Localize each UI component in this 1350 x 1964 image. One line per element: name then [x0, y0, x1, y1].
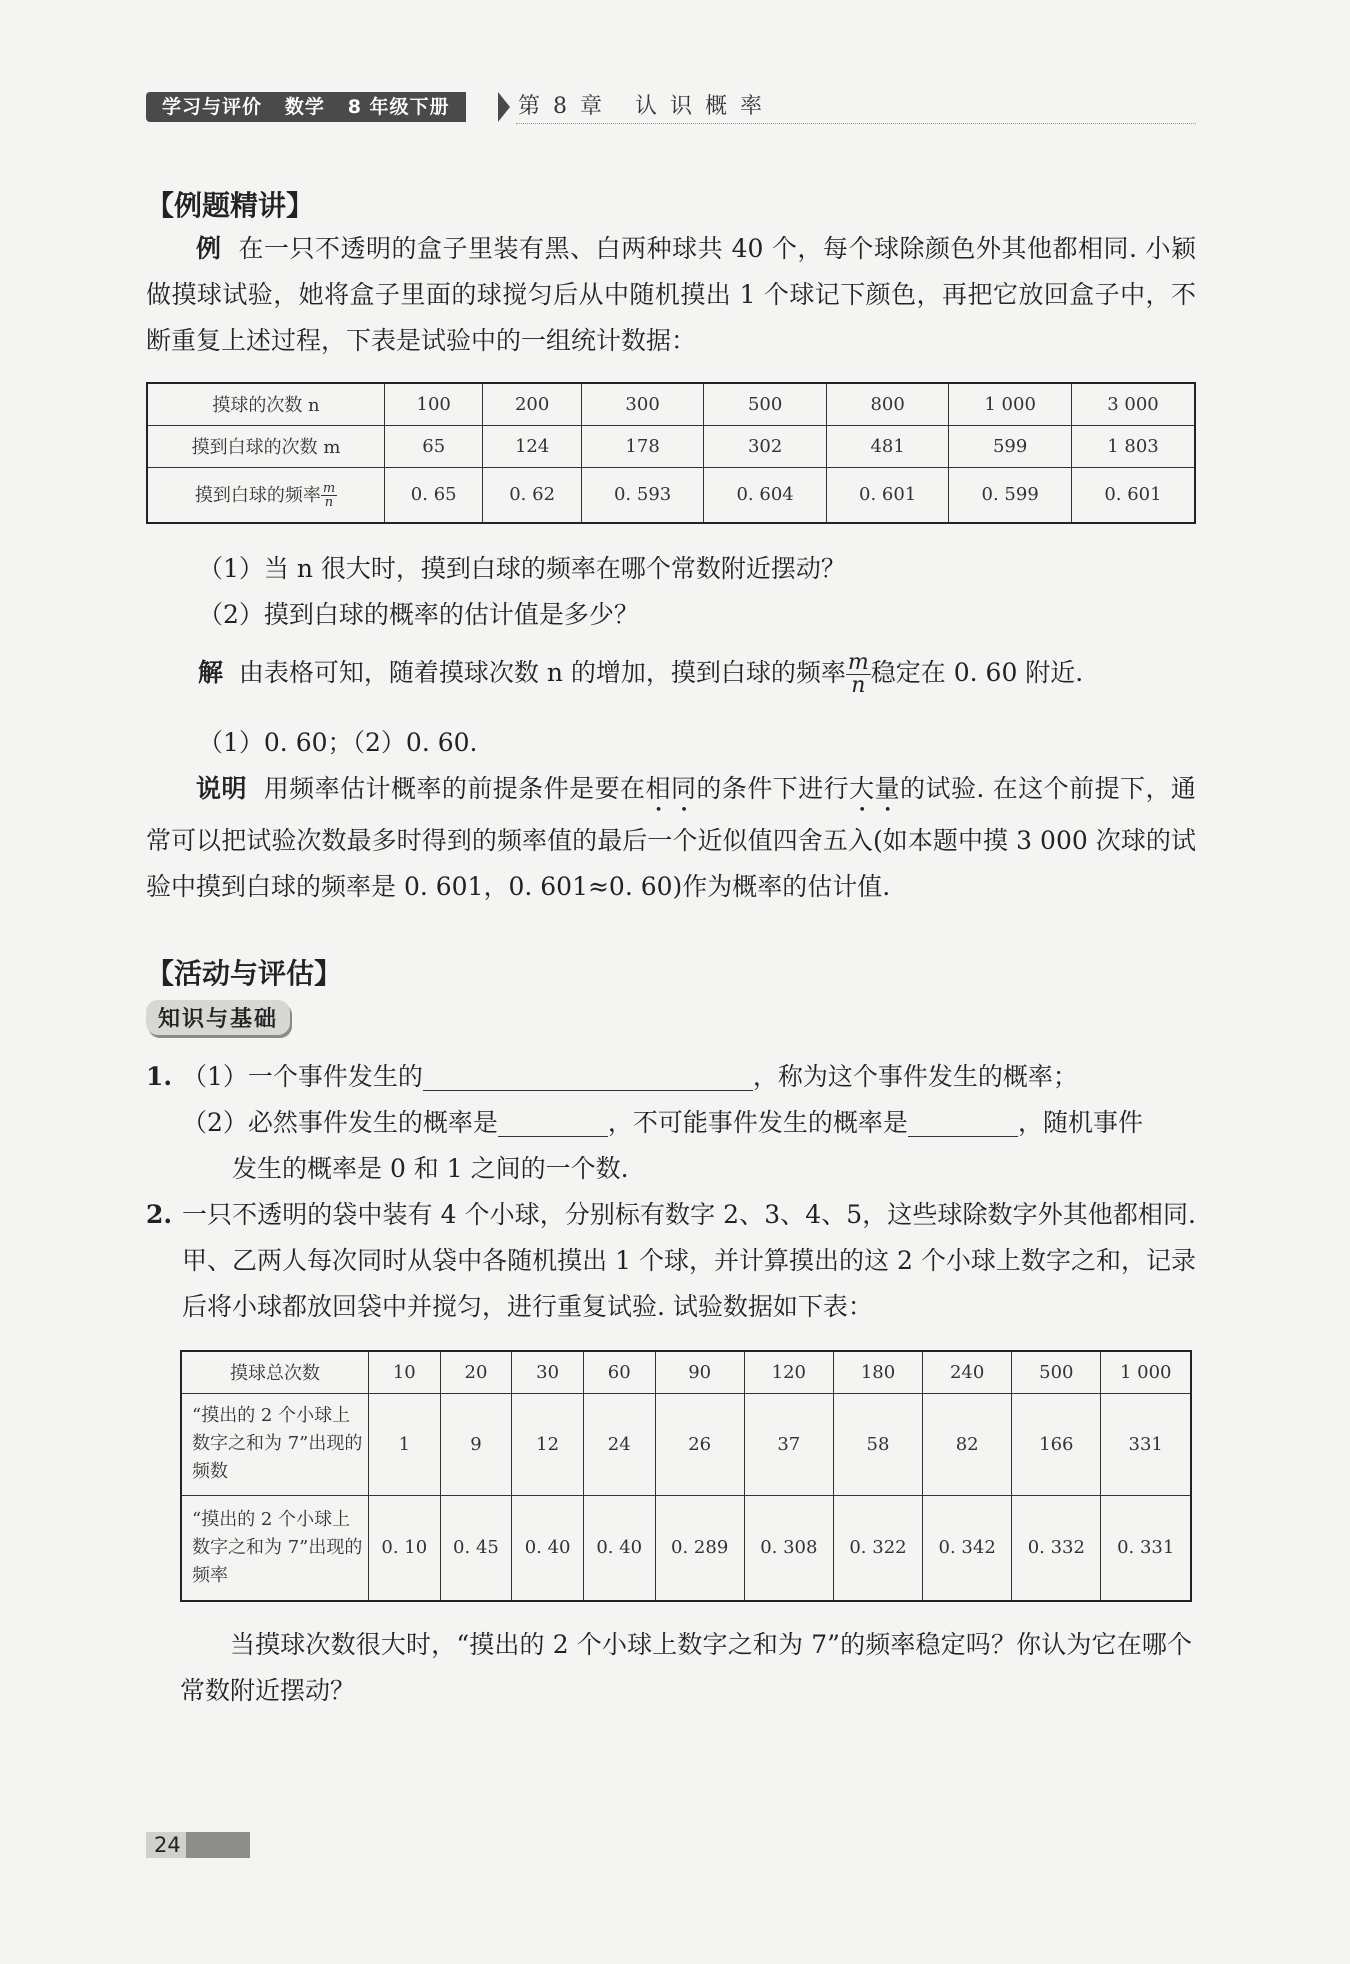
- example-data-table: [146, 382, 1196, 524]
- table-cell-n: 3 000: [1071, 383, 1195, 425]
- table-cell-frequency: 0. 604: [704, 467, 827, 523]
- header-divider: [516, 123, 1196, 124]
- table-cell-m: 302: [704, 425, 827, 467]
- table-cell-frequency: 0. 601: [1071, 467, 1195, 523]
- table-cell-total: 1 000: [1101, 1351, 1191, 1393]
- table-cell-n: 800: [826, 383, 949, 425]
- table-cell-count: 37: [744, 1393, 833, 1495]
- table-cell-m: 65: [385, 425, 483, 467]
- emphasis-same: 相同: [645, 774, 697, 803]
- question-2-follow-up: 当摸球次数很大时，“摸出的 2 个小球上数字之和为 7”的频率稳定吗？你认为它在哪个常数附近摆动？: [180, 1630, 1192, 1705]
- question-2-text: 一只不透明的袋中装有 4 个小球，分别标有数字 2、3、4、5，这些球除数字外其他都相同. 甲、乙两人每次同时从袋中各随机摸出 1 个球，并计算摸出的这 2 个小球上数字之和，记录后将小球都放回袋中并搅匀，进行重复试验. 试验数据如下表：: [182, 1200, 1196, 1321]
- table-cell-frequency: 0. 332: [1012, 1495, 1101, 1601]
- table-cell-count: 24: [583, 1393, 655, 1495]
- table-cell-frequency: 0. 342: [923, 1495, 1012, 1601]
- freq-fraction: $\frac{m}{n}$: [322, 481, 336, 510]
- chapter-title: 第 8 章 认 识 概 率: [518, 94, 765, 119]
- table-cell-count: 26: [655, 1393, 744, 1495]
- page-header: [146, 92, 1196, 124]
- table-cell-count: 331: [1101, 1393, 1191, 1495]
- table-cell-n: 200: [483, 383, 581, 425]
- table-cell-n: 500: [704, 383, 827, 425]
- table-cell-total: 180: [833, 1351, 922, 1393]
- table-cell-frequency: 0. 331: [1101, 1495, 1191, 1601]
- table-cell-frequency: 0. 65: [385, 467, 483, 523]
- page-number: 24: [146, 1832, 250, 1858]
- row-label-freq: 摸到白球的频率 $\frac{m}{n}$: [147, 467, 385, 523]
- solution-fraction: $\frac{m}{n}$: [847, 650, 869, 698]
- question-2-number: 2.: [146, 1200, 173, 1229]
- header-chevron-icon: [498, 92, 510, 122]
- row-label-count: “摸出的 2 个小球上数字之和为 7”出现的频数: [181, 1393, 369, 1495]
- answer-blank-3[interactable]: [908, 1106, 1018, 1137]
- table-cell-count: 12: [512, 1393, 584, 1495]
- table-cell-m: 178: [581, 425, 704, 467]
- row-label-n: 摸球的次数 n: [147, 383, 385, 425]
- table-cell-total: 500: [1012, 1351, 1101, 1393]
- example-label: 例: [196, 234, 222, 263]
- example-section-title: 【例题精讲】: [146, 189, 315, 222]
- table-cell-total: 90: [655, 1351, 744, 1393]
- example-question-2: （2）摸到白球的概率的估计值是多少？: [198, 600, 639, 629]
- table-cell-count: 1: [369, 1393, 441, 1495]
- emphasis-large: 大量: [849, 774, 901, 803]
- table-cell-frequency: 0. 289: [655, 1495, 744, 1601]
- note-label: 说明: [196, 774, 247, 803]
- table-cell-n: 300: [581, 383, 704, 425]
- question-1-part-1: 1. （1）一个事件发生的 ，称为这个事件发生的概率；: [146, 1054, 1196, 1100]
- example-table-wrap: [146, 382, 1196, 524]
- table-cell-total: 20: [440, 1351, 512, 1393]
- table-cell-m: 599: [949, 425, 1072, 467]
- table-cell-frequency: 0. 308: [744, 1495, 833, 1601]
- solution-text-a: 由表格可知，随着摸球次数 n 的增加，摸到白球的频率: [238, 658, 846, 687]
- table-cell-count: 58: [833, 1393, 922, 1495]
- table-cell-count: 166: [1012, 1393, 1101, 1495]
- note-paragraph: 说明 用频率估计概率的前提条件是要在相同的条件下进行大量的试验. 在这个前提下，通常可以把试验次数最多时得到的频率值的最后一个近似值四舍五入(如本题中摸 3 000 次球的试验中摸到白球的频率是 0. 601，0. 601≈0. 60)作为概率的估计值.: [146, 774, 1196, 901]
- badge-row: [146, 1000, 1196, 1035]
- table-cell-count: 9: [440, 1393, 512, 1495]
- activity-section-title: 【活动与评估】: [146, 957, 343, 990]
- table-cell-total: 30: [512, 1351, 584, 1393]
- example-problem-text: 在一只不透明的盒子里装有黑、白两种球共 40 个，每个球除颜色外其他都相同. 小颖做摸球试验，她将盒子里面的球搅匀后从中随机摸出 1 个球记下颜色，再把它放回盒子中，不断重复上述过程，下表是试验中的一组统计数据：: [146, 234, 1196, 355]
- table-cell-frequency: 0. 40: [583, 1495, 655, 1601]
- table-cell-n: 100: [385, 383, 483, 425]
- table-cell-frequency: 0. 45: [440, 1495, 512, 1601]
- row-label-m: 摸到白球的次数 m: [147, 425, 385, 467]
- knowledge-basics-badge: 知识与基础: [146, 1000, 290, 1035]
- table-cell-frequency: 0. 593: [581, 467, 704, 523]
- table-cell-frequency: 0. 601: [826, 467, 949, 523]
- question-2-table-wrap: [180, 1350, 1192, 1602]
- table-cell-frequency: 0. 62: [483, 467, 581, 523]
- table-cell-count: 82: [923, 1393, 1012, 1495]
- table-cell-total: 10: [369, 1351, 441, 1393]
- example-problem: [146, 226, 1196, 364]
- solution-label: 解: [198, 658, 224, 687]
- row-label-frequency: “摸出的 2 个小球上数字之和为 7”出现的频率: [181, 1495, 369, 1601]
- table-cell-n: 1 000: [949, 383, 1072, 425]
- solution-line: [146, 650, 1196, 697]
- table-cell-frequency: 0. 10: [369, 1495, 441, 1601]
- book-series-tag: 学习与评价 数学 8 年级下册: [146, 92, 466, 122]
- table-cell-frequency: 0. 322: [833, 1495, 922, 1601]
- question-2: [146, 1192, 1196, 1330]
- question-2-data-table: [180, 1350, 1192, 1602]
- table-cell-total: 240: [923, 1351, 1012, 1393]
- table-cell-frequency: 0. 40: [512, 1495, 584, 1601]
- table-cell-frequency: 0. 599: [949, 467, 1072, 523]
- question-1-part-2-cont: 发生的概率是 0 和 1 之间的一个数.: [232, 1154, 629, 1183]
- table-cell-m: 481: [826, 425, 949, 467]
- example-answers: （1）0. 60；（2）0. 60.: [198, 728, 478, 757]
- answer-blank-1[interactable]: [423, 1060, 753, 1091]
- table-cell-total: 60: [583, 1351, 655, 1393]
- table-cell-m: 1 803: [1071, 425, 1195, 467]
- table-cell-total: 120: [744, 1351, 833, 1393]
- solution-text-b: 稳定在 0. 60 附近.: [870, 658, 1084, 687]
- question-1-number: 1.: [146, 1062, 173, 1091]
- answer-blank-2[interactable]: [498, 1106, 608, 1137]
- question-1-part-2: （2）必然事件发生的概率是 ，不可能事件发生的概率是 ，随机事件: [182, 1108, 1143, 1137]
- row-label-total: 摸球总次数: [181, 1351, 369, 1393]
- table-cell-m: 124: [483, 425, 581, 467]
- example-question-1: （1）当 n 很大时，摸到白球的频率在哪个常数附近摆动？: [198, 554, 846, 583]
